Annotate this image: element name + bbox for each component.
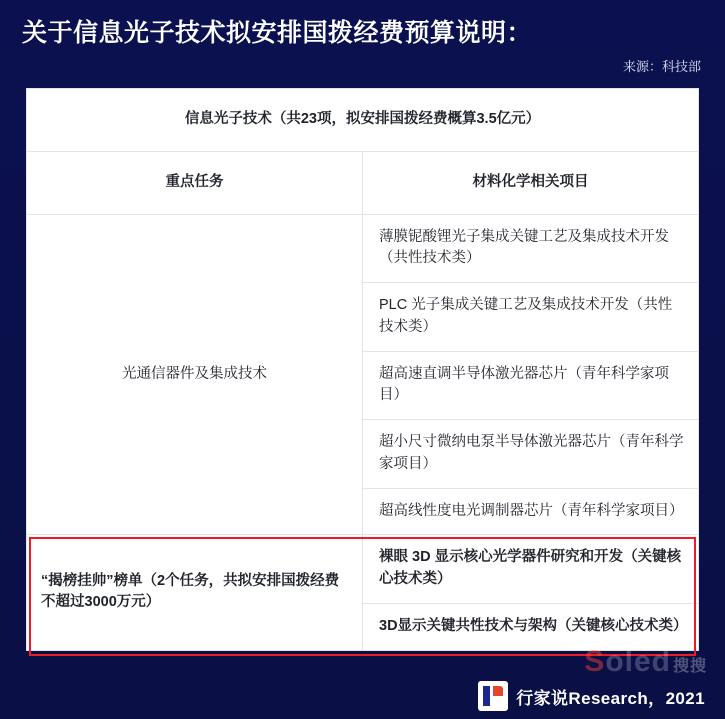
table-row-item: 超高速直调半导体激光器芯片（青年科学家项目）	[363, 351, 699, 420]
column-header-projects: 材料化学相关项目	[363, 151, 699, 214]
footer-brand-group	[478, 681, 705, 711]
logo-icon	[478, 681, 508, 711]
group-label-bidding-list: “揭榜挂帅”榜单（2个任务，共拟安排国拨经费不超过3000万元）	[27, 535, 363, 650]
table-header-row	[27, 151, 699, 214]
table-row-item: 超小尺寸微纳电泵半导体激光器芯片（青年科学家项目）	[363, 420, 699, 489]
table-row-item: 3D显示关键共性技术与架构（关键核心技术类）	[363, 603, 699, 650]
budget-table-card	[26, 88, 699, 651]
source-row	[0, 50, 725, 76]
watermark-main: oled	[605, 645, 671, 678]
budget-table	[26, 88, 699, 651]
footer	[0, 671, 725, 719]
page-title: 关于信息光子技术拟安排国拨经费预算说明：	[22, 19, 533, 47]
source-label: 来源：科技部	[622, 59, 701, 74]
watermark-small: 搜搜	[672, 658, 707, 675]
header	[0, 0, 725, 50]
table-row-item: 裸眼 3D 显示核心光学器件研究和开发（关键核心技术类）	[363, 535, 699, 604]
table-row-item: PLC 光子集成关键工艺及集成技术开发（共性技术类）	[363, 283, 699, 352]
table-row	[27, 214, 699, 283]
table-row-item: 薄膜铌酸锂光子集成关键工艺及集成技术开发（共性技术类）	[363, 214, 699, 283]
group-label-optical-comm: 光通信器件及集成技术	[27, 214, 363, 535]
table-row	[27, 535, 699, 604]
footer-brand-label: 行家说Research，2021	[516, 688, 705, 708]
table-caption: 信息光子技术（共23项，拟安排国拨经费概算3.5亿元）	[27, 89, 699, 152]
column-header-task: 重点任务	[27, 151, 363, 214]
watermark-red-letter: S	[584, 645, 606, 678]
table-row-item: 超高线性度电光调制器芯片（青年科学家项目）	[363, 488, 699, 535]
table-caption-row	[27, 89, 699, 152]
